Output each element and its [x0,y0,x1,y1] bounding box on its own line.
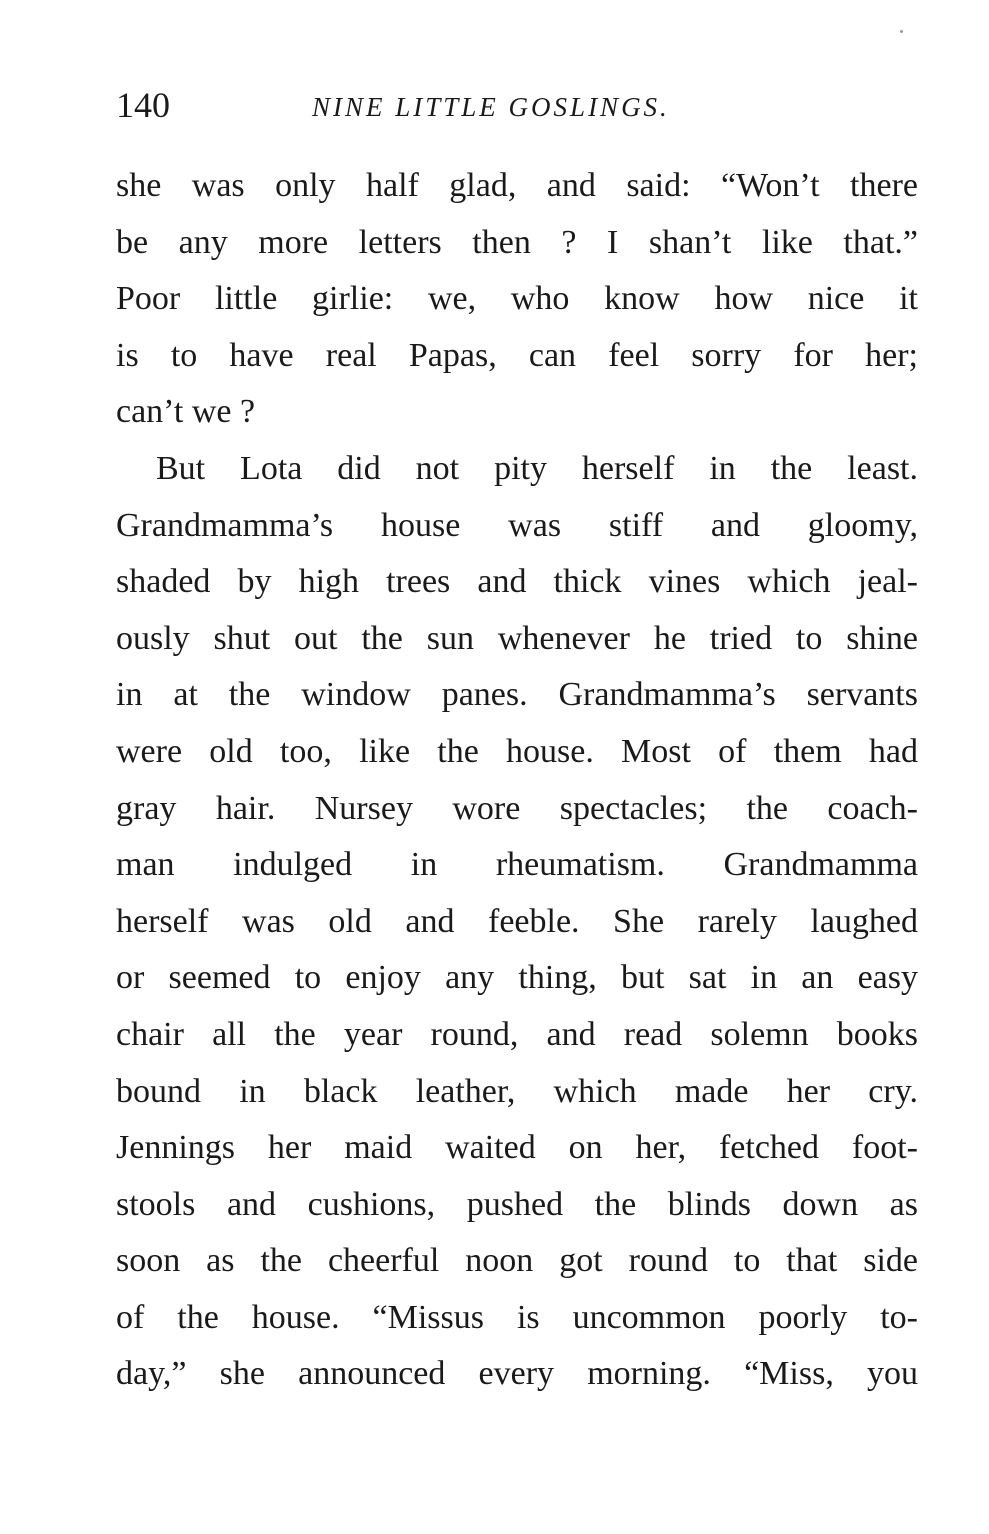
text-line: in at the window panes. Grandmamma’s servants [116,676,918,714]
page-header [116,80,918,130]
text-line: stools and cushions, pushed the blinds down as [116,1185,918,1223]
running-title: NINE LITTLE GOSLINGS. [312,92,670,122]
text-line: she was only half glad, and said: “Won’t there [116,167,918,204]
text-line: shaded by high trees and thick vines which jeal- [116,563,918,601]
text-line: of the house. “Missus is uncommon poorly to- [116,1298,918,1336]
text-line: herself was old and feeble. She rarely laughed [116,902,918,940]
text-line: soon as the cheerful noon got round to that side [116,1242,918,1280]
text-line: were old too, like the house. Most of them had [116,732,918,770]
text-line: or seemed to enjoy any thing, but sat in an easy [116,959,918,997]
text-line: Poor little girlie: we, who know how nice it [116,280,918,318]
text-line: be any more letters then ? I shan’t like that.” [116,223,918,261]
text-line: chair all the year round, and read solemn books [116,1015,918,1053]
text-line: day,” she announced every morning. “Miss, you [116,1355,918,1393]
text-line: Jennings her maid waited on her, fetched foot- [116,1129,918,1167]
text-line: bound in black leather, which made her cry. [116,1072,918,1110]
text-line-paragraph-start: But Lota did not pity herself in the least. [156,449,918,487]
page-speck [900,30,903,33]
text-line: Grandmamma’s house was stiff and gloomy, [116,506,918,544]
text-line: man indulged in rheumatism. Grandmamma [116,846,918,884]
text-line: ously shut out the sun whenever he tried to shine [116,619,918,657]
text-line: gray hair. Nursey wore spectacles; the coach- [116,789,918,827]
page-number: 140 [116,85,170,125]
text-line: is to have real Papas, can feel sorry for her; [116,336,918,374]
body-text [116,158,918,1403]
text-line: can’t we ? [116,393,256,431]
